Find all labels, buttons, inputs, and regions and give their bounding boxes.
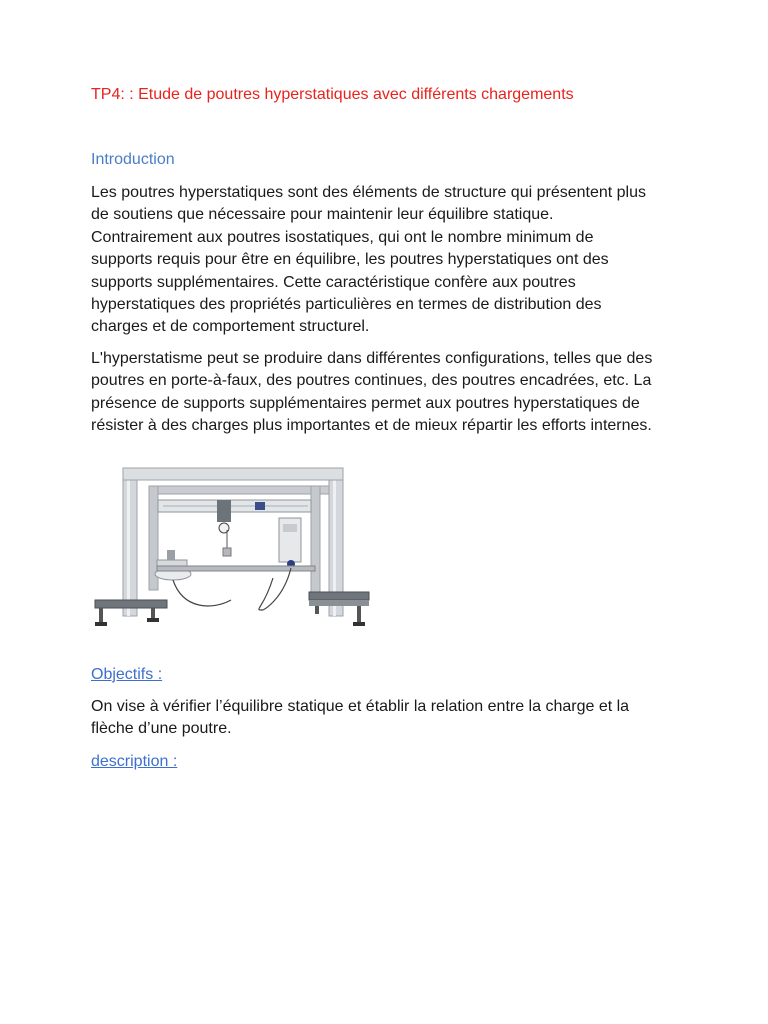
description-heading[interactable]: description :: [91, 753, 178, 770]
text-line: résister à des charges plus importantes et de mieux répartir les efforts internes.: [91, 417, 652, 435]
text-line: poutres en porte-à-faux, des poutres continues, des poutres encadrées, etc. La: [91, 372, 652, 390]
intro-paragraph-2: [91, 348, 691, 438]
beam-test-apparatus-image: [93, 460, 375, 640]
document-title: TP4: : Etude de poutres hyperstatiques avec différents chargements: [91, 86, 574, 103]
text-line: Contrairement aux poutres isostatiques, qui ont le nombre minimum de: [91, 228, 594, 246]
text-line: de soutiens que nécessaire pour maintenir leur équilibre statique.: [91, 206, 554, 224]
objectifs-heading[interactable]: Objectifs :: [91, 666, 163, 683]
text-line: Les poutres hyperstatiques sont des éléments de structure qui présentent plus: [91, 184, 646, 201]
text-line: charges et de comportement structurel.: [91, 318, 370, 336]
text-line: flèche d’une poutre.: [91, 720, 232, 738]
text-line: présence de supports supplémentaires permet aux poutres hyperstatiques de: [91, 394, 640, 412]
text-line: hyperstatiques des propriétés particulières en termes de distribution des: [91, 296, 602, 314]
intro-paragraph-1: [91, 182, 691, 339]
objectifs-paragraph: [91, 696, 691, 741]
introduction-heading: Introduction: [91, 151, 175, 168]
text-line: L'hyperstatisme peut se produire dans différentes configurations, telles que des: [91, 350, 653, 367]
text-line: On vise à vérifier l’équilibre statique et établir la relation entre la charge et la: [91, 698, 630, 715]
text-line: supports requis pour être en équilibre, les poutres hyperstatiques ont des: [91, 251, 609, 269]
text-line: supports supplémentaires. Cette caractéristique confère aux poutres: [91, 273, 576, 291]
